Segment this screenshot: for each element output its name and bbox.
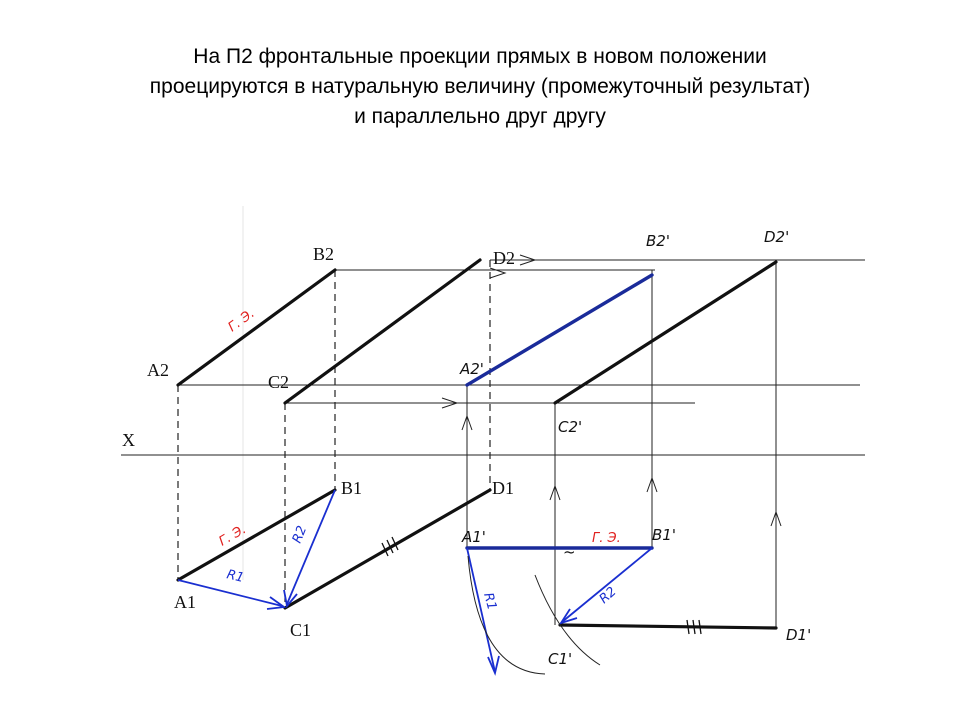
annotation-r1: R1 (225, 567, 246, 587)
radius-r2-line (287, 490, 335, 604)
segment-c2-d2 (285, 260, 480, 403)
segment-c1-d1 (285, 490, 490, 608)
label-a2: A2 (147, 360, 169, 380)
label-b1-prime: B1' (652, 526, 676, 544)
annotation-ge-upper: Г. Э. (225, 306, 258, 336)
annotation-r2-new: R2 (596, 584, 620, 607)
label-a2-prime: A2' (460, 360, 484, 378)
title-line-1: На П2 фронтальные проекции прямых в новом положении (193, 45, 767, 68)
title-line-3: и параллельно друг другу (354, 105, 606, 128)
segment-c1-d1-new (560, 625, 776, 628)
tick-marks-c1d1 (382, 537, 398, 556)
label-d1: D1 (492, 478, 514, 498)
label-b2: B2 (313, 244, 335, 264)
annotation-ge-new: Г. Э. (592, 531, 621, 546)
label-b2-prime: B2' (646, 232, 670, 250)
label-c2-prime: C2' (558, 418, 583, 436)
label-c2: C2 (268, 372, 290, 392)
label-d2: D2 (493, 248, 515, 268)
arc-r1-new (468, 556, 545, 674)
segment-a2-b2 (178, 270, 335, 385)
annotation-r1-new: R1 (480, 591, 500, 612)
label-d1-prime: D1' (786, 626, 812, 644)
annotation-ge-lower: Г. Э. (216, 522, 249, 550)
segment-c2-d2-new (555, 262, 776, 403)
segment-a1-b1 (178, 490, 335, 580)
label-axis-x: X (122, 430, 135, 450)
label-a1-prime: A1' (462, 528, 486, 546)
segment-a2-b2-new (467, 275, 652, 385)
annotation-r2: R2 (289, 523, 311, 546)
title-line-2: проецируются в натуральную величину (промежуточный результат) (149, 75, 811, 98)
annotation-arc-mark: ~ (563, 543, 576, 561)
label-a1: A1 (174, 592, 196, 612)
label-d2-prime: D2' (764, 228, 790, 246)
label-c1-prime: C1' (548, 650, 573, 668)
label-c1: C1 (290, 620, 312, 640)
label-b1: B1 (341, 478, 363, 498)
